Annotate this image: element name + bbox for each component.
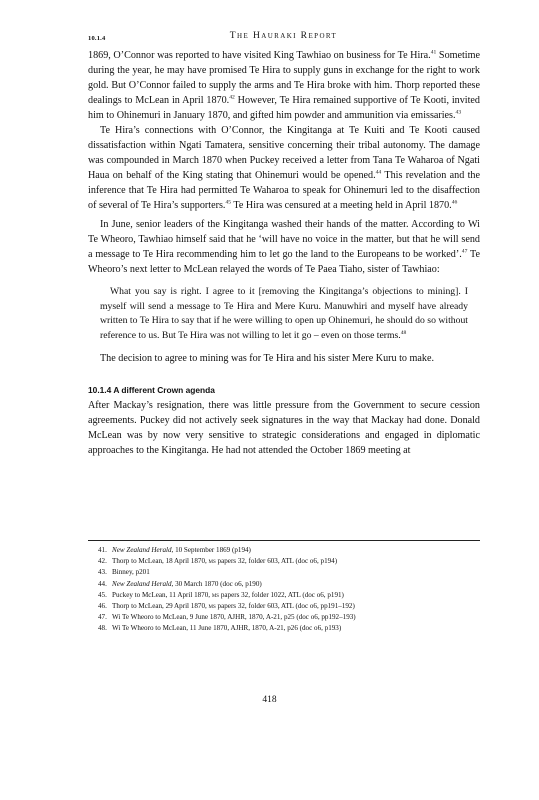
- footnote-48: 48. Wi Te Wheoro to McLean, 11 June 1870, AJHR, 1870, A-21, p26 (doc o6, p193): [98, 624, 342, 633]
- footnote-ref-44[interactable]: 44: [375, 169, 382, 176]
- footnote-46: 46. Thorp to McLean, 29 April 1870, ms papers 32, folder 603, ATL (doc o6, pp191–192): [98, 602, 355, 611]
- footnote-44: 44. New Zealand Herald, 30 March 1870 (doc o6, p190): [98, 579, 262, 588]
- footnote-ref-41[interactable]: 41: [430, 49, 437, 56]
- footnote-divider: [88, 540, 480, 541]
- block-quote: What you say is right. I agree to it [removing the Kingitanga’s objections to mining]. I myself will send a message to Te Hira and Mere Kuru. Manuwhiri and myself have already written to Te Hira to say that if he were willing to open up Ohinemuri, he should do so without reference to us. But Te Hira was not willing to let it go – even on those terms.$^{48}$: [100, 286, 468, 341]
- body-text: [88, 48, 480, 458]
- footnote-ref-47[interactable]: 47: [461, 248, 468, 255]
- page-number: 418: [262, 695, 277, 705]
- footnote-41: 41. New Zealand Herald, 10 September 1869 (p194): [98, 546, 251, 554]
- section-paragraph: After Mackay’s resignation, there was little pressure from the Government to secure cession agreements. Puckey did not actively seek signatures in the way that Mackay had done. Donald McLean was by now very sensitive to strategic considerations and engaged in diplomatic approaches to the Kingitanga. He had not attended the October 1869 meeting at: [88, 400, 480, 457]
- header-section-number: 10.1.4: [88, 35, 106, 42]
- footnote-45: 45. Puckey to McLean, 11 April 1870, ms papers 32, folder 1022, ATL (doc o6, p191): [98, 590, 344, 599]
- footnotes-list: [98, 545, 478, 635]
- section-heading-title: A different Crown agenda: [113, 385, 215, 396]
- footnote-ref-46[interactable]: 46: [451, 199, 458, 206]
- footnote-47: 47. Wi Te Wheoro to McLean, 9 June 1870, AJHR, 1870, A-21, p25 (doc o6, pp192–193): [98, 613, 356, 622]
- section-heading: [88, 384, 480, 396]
- footnote-ref-45[interactable]: 45: [225, 199, 232, 206]
- paragraph-2: Te Hira’s connections with O’Connor, the Kingitanga at Te Kuiti and Te Kooti caused dissatisfaction within Ngati Tamatera, sensitive concerning their tribal autonomy. The damage was compounded in March 1870 when Puckey received a letter from Tana Te Waharoa of Ngati Haua on behalf of the King stating that Ohinemuri would be opened.$^{44}$ This revelation and the inference that Te Hira had permitted Te Waharoa to speak for Ohinemuri led to the disaffection of several of Te Hira’s supporters.$^{45}$ Te Hira was censured at a meeting held in April 1870.46: [88, 125, 480, 211]
- footnote-ref-48[interactable]: 48: [400, 329, 407, 336]
- footnote-43: 43. Binney, p201: [98, 568, 150, 577]
- footnote-42: 42. Thorp to McLean, 18 April 1870, ms papers 32, folder 603, ATL (doc o6, p194): [98, 557, 338, 566]
- paragraph-3: In June, senior leaders of the Kingitanga washed their hands of the matter. According to Wi Te Wheoro, Tawhiao himself said that he ‘will have no voice in the matter, but that he will send a message to Te Hira recommending him to let go the land to the Europeans to be worked’.$^{47}$ Te Wheoro’s next letter to McLean relayed the words of Te Paea Tiaho, sister of Tawhiao:: [88, 219, 481, 275]
- page-header: [88, 30, 479, 44]
- footnote-ref-43[interactable]: 43: [455, 109, 462, 116]
- running-title: The Hauraki Report: [229, 30, 338, 41]
- section-heading-number: 10.1.4: [88, 385, 112, 396]
- paragraph-1: 1869, O’Connor was reported to have visited King Tawhiao on business for Te Hira.$^{41}$ Sometime during the year, he may have promised Te Hira to supply guns in exchange for the right to work gold. But O’Connor failed to supply the arms and Te Hira broke with him. Thorp reported these dealings to McLean in April 1870.42 However, Te Hira remained supportive of Te Kooti, invited him to Ohinemuri in January 1870, and gifted him powder and ammunition via emissaries.$^{43}$: [88, 49, 480, 121]
- footnote-ref-42[interactable]: 42: [229, 94, 235, 101]
- paragraph-4: The decision to agree to mining was for Te Hira and his sister Mere Kuru to make.: [100, 353, 434, 365]
